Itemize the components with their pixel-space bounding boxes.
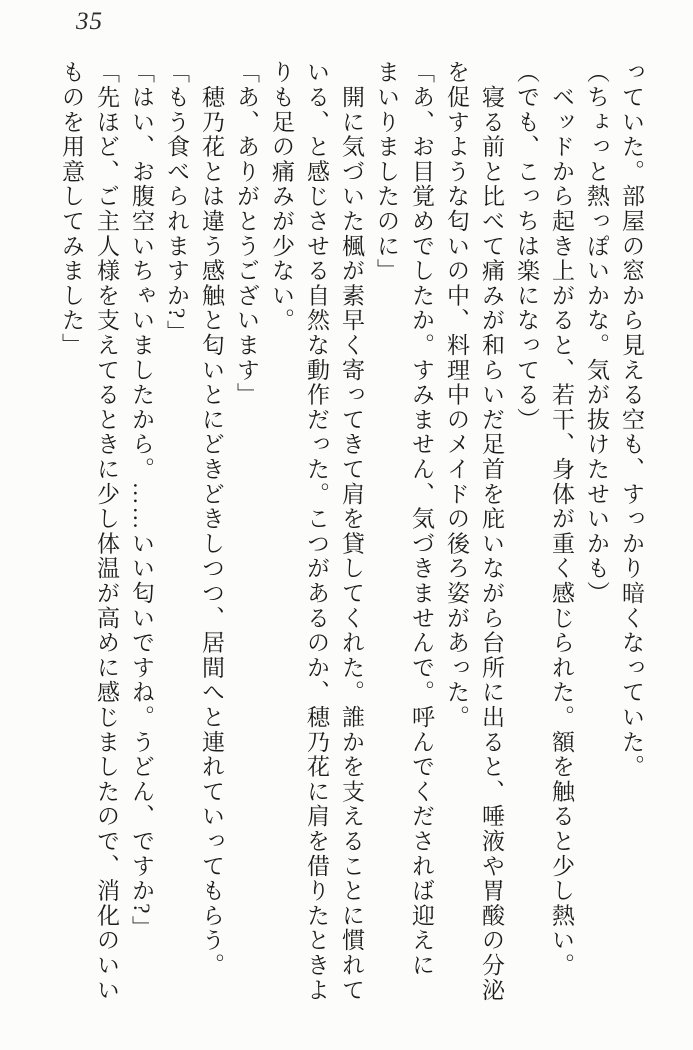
text-line: 「はい、お腹空いちゃいましたから。……いい匂いですね。うどん、ですか?」 [129,60,154,941]
text-line: ものを用意してみました」 [59,60,84,358]
text-line: （でも、こっちは楽になってる） [514,60,539,432]
text-line: （ちょっと熱っぽいかな。気が抜けたせいかも） [584,60,609,606]
text-line: 「先ほど、ご主人様を支えてるときに少し体温が高めに感じましたので、消化のいい [94,60,119,1003]
text-line: りも足の痛みが少ない。 [269,60,294,333]
text-line: 寝る前と比べて痛みが和らいだ足首を庇いながら台所に出ると、唾液や胃酸の分泌 [479,60,504,1003]
text-line: 開に気づいた楓が素早く寄ってきて肩を貸してくれた。誰かを支えることに慣れて [339,60,364,1003]
page-number: 35 [76,8,103,35]
text-line: ベッドから起き上がると、若干、身体が重く感じられた。額を触ると少し熱い。 [549,60,574,978]
text-line: 「もう食べられますか?」 [164,60,189,345]
text-line: っていた。部屋の窓から見える空も、すっかり暗くなっていた。 [619,60,644,780]
text-line: を促すような匂いの中、料理中のメイドの後ろ姿があった。 [444,60,469,730]
text-line: まいりましたのに」 [374,60,399,284]
text-block [54,60,649,1016]
text-line: 穂乃花とは違う感触と匂いとにどきどきしつつ、居間へと連れていってもらう。 [199,60,224,978]
text-line: 「あ、ありがとうございます」 [234,60,259,408]
text-line: 「あ、お目覚めでしたか。すみません、気づきませんで。呼んでくだされば迎えに [409,60,434,978]
text-line: いる、と感じさせる自然な動作だった。こつがあるのか、穂乃花に肩を借りたときよ [304,60,329,1003]
